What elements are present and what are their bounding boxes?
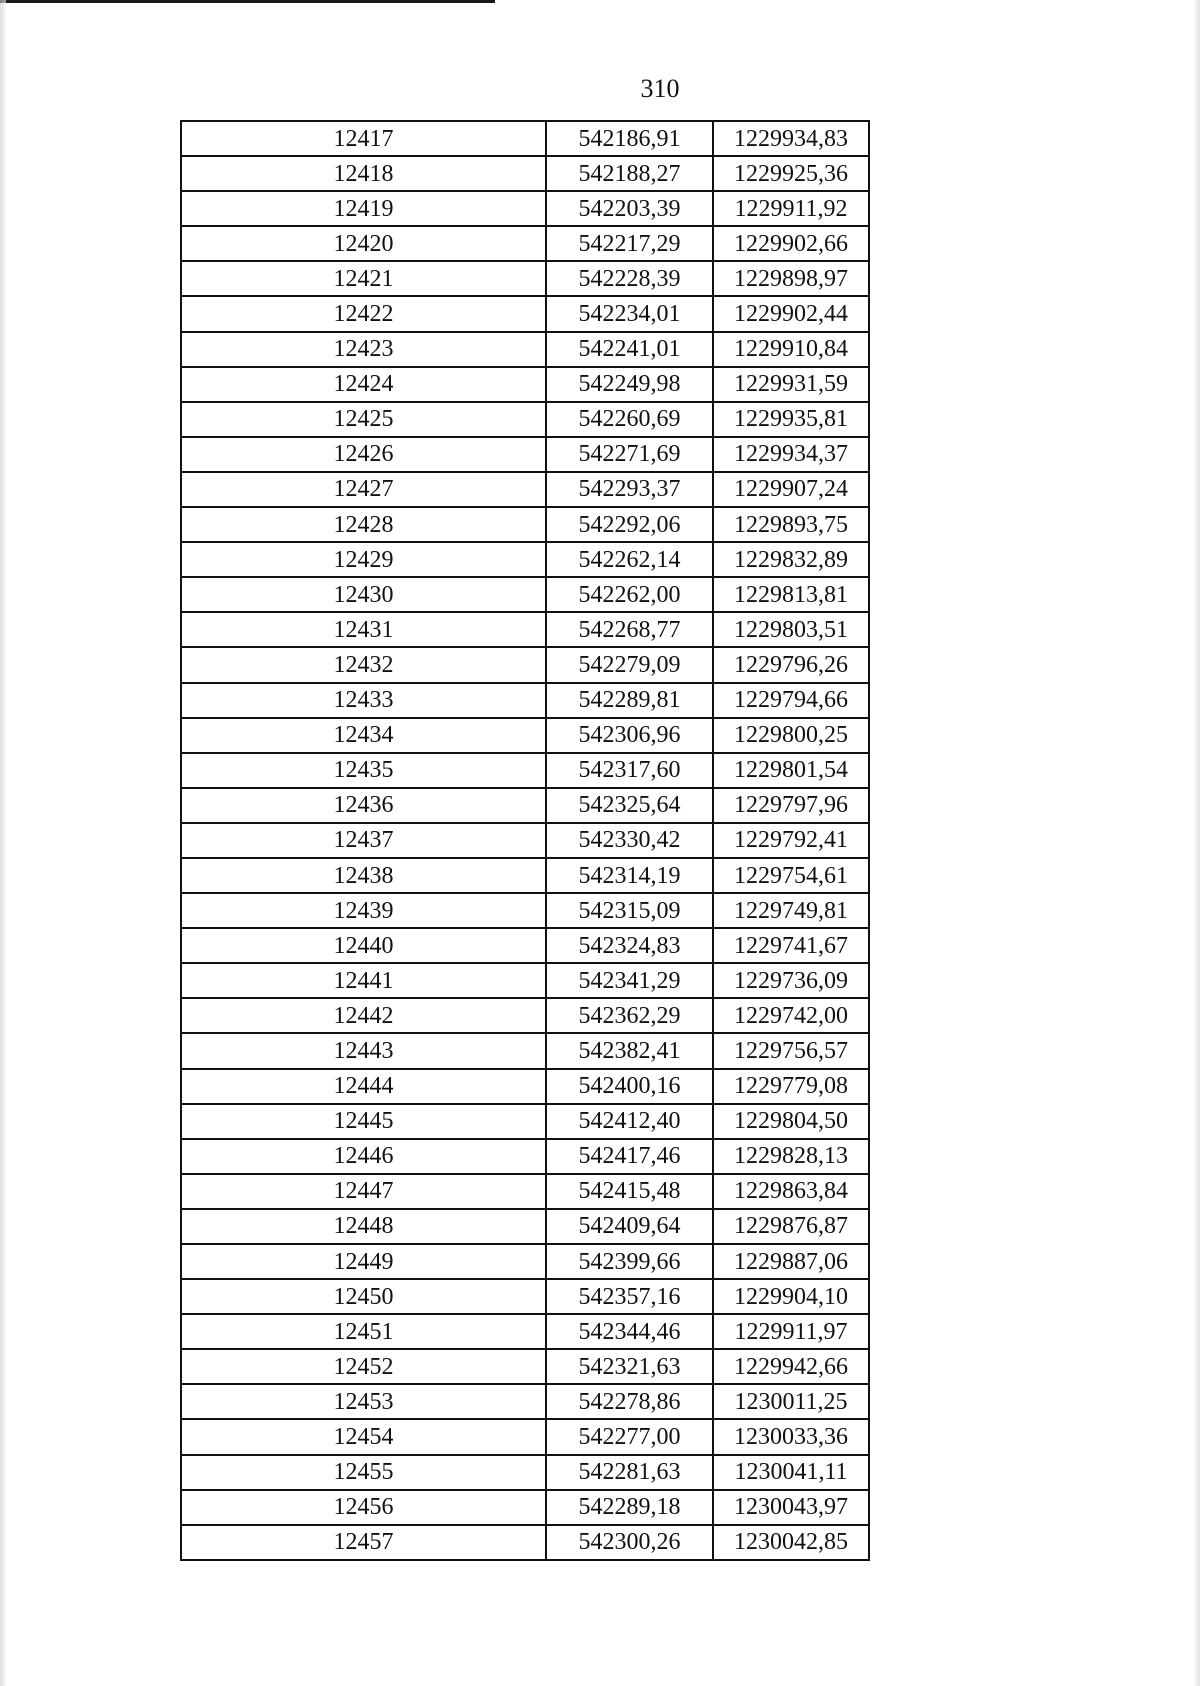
table-row xyxy=(181,1069,869,1104)
y-coordinate-cell: 1229907,24 xyxy=(713,472,869,507)
y-coordinate-cell: 1229911,97 xyxy=(713,1314,869,1349)
point-number-cell: 12430 xyxy=(181,577,546,612)
point-number-cell: 12441 xyxy=(181,963,546,998)
table-row xyxy=(181,788,869,823)
x-coordinate-cell: 542277,00 xyxy=(546,1419,713,1454)
table-row xyxy=(181,928,869,963)
table-row xyxy=(181,1279,869,1314)
x-coordinate-cell: 542314,19 xyxy=(546,858,713,893)
x-coordinate-cell: 542188,27 xyxy=(546,156,713,191)
x-coordinate-cell: 542203,39 xyxy=(546,191,713,226)
table-row xyxy=(181,1525,869,1560)
table-row xyxy=(181,402,869,437)
y-coordinate-cell: 1230041,11 xyxy=(713,1455,869,1490)
table-row xyxy=(181,1174,869,1209)
point-number-cell: 12424 xyxy=(181,367,546,402)
y-coordinate-cell: 1229813,81 xyxy=(713,577,869,612)
point-number-cell: 12438 xyxy=(181,858,546,893)
y-coordinate-cell: 1229832,89 xyxy=(713,542,869,577)
y-coordinate-cell: 1229756,57 xyxy=(713,1033,869,1068)
table-row xyxy=(181,823,869,858)
point-number-cell: 12422 xyxy=(181,296,546,331)
y-coordinate-cell: 1229794,66 xyxy=(713,683,869,718)
x-coordinate-cell: 542357,16 xyxy=(546,1279,713,1314)
x-coordinate-cell: 542281,63 xyxy=(546,1455,713,1490)
x-coordinate-cell: 542315,09 xyxy=(546,893,713,928)
table-row xyxy=(181,1139,869,1174)
y-coordinate-cell: 1229876,87 xyxy=(713,1209,869,1244)
x-coordinate-cell: 542228,39 xyxy=(546,261,713,296)
x-coordinate-cell: 542262,00 xyxy=(546,577,713,612)
x-coordinate-cell: 542249,98 xyxy=(546,367,713,402)
y-coordinate-cell: 1229797,96 xyxy=(713,788,869,823)
y-coordinate-cell: 1230011,25 xyxy=(713,1384,869,1419)
table-row xyxy=(181,437,869,472)
y-coordinate-cell: 1230042,85 xyxy=(713,1525,869,1560)
y-coordinate-cell: 1229742,00 xyxy=(713,998,869,1033)
scan-right-edge xyxy=(1194,0,1200,1686)
table-row xyxy=(181,1349,869,1384)
point-number-cell: 12426 xyxy=(181,437,546,472)
point-number-cell: 12453 xyxy=(181,1384,546,1419)
point-number-cell: 12449 xyxy=(181,1244,546,1279)
point-number-cell: 12429 xyxy=(181,542,546,577)
x-coordinate-cell: 542234,01 xyxy=(546,296,713,331)
x-coordinate-cell: 542241,01 xyxy=(546,332,713,367)
table-row xyxy=(181,1490,869,1525)
point-number-cell: 12419 xyxy=(181,191,546,226)
table-row xyxy=(181,191,869,226)
y-coordinate-cell: 1229902,66 xyxy=(713,226,869,261)
scan-top-edge xyxy=(0,0,495,3)
point-number-cell: 12457 xyxy=(181,1525,546,1560)
point-number-cell: 12446 xyxy=(181,1139,546,1174)
y-coordinate-cell: 1229942,66 xyxy=(713,1349,869,1384)
y-coordinate-cell: 1229925,36 xyxy=(713,156,869,191)
y-coordinate-cell: 1229931,59 xyxy=(713,367,869,402)
x-coordinate-cell: 542409,64 xyxy=(546,1209,713,1244)
y-coordinate-cell: 1229800,25 xyxy=(713,718,869,753)
y-coordinate-cell: 1229911,92 xyxy=(713,191,869,226)
y-coordinate-cell: 1229804,50 xyxy=(713,1104,869,1139)
table-row xyxy=(181,1033,869,1068)
x-coordinate-cell: 542306,96 xyxy=(546,718,713,753)
x-coordinate-cell: 542417,46 xyxy=(546,1139,713,1174)
table-row xyxy=(181,753,869,788)
table-row xyxy=(181,612,869,647)
x-coordinate-cell: 542300,26 xyxy=(546,1525,713,1560)
y-coordinate-cell: 1229863,84 xyxy=(713,1174,869,1209)
table-row xyxy=(181,542,869,577)
table-row xyxy=(181,156,869,191)
point-number-cell: 12425 xyxy=(181,402,546,437)
point-number-cell: 12421 xyxy=(181,261,546,296)
table-row xyxy=(181,718,869,753)
x-coordinate-cell: 542289,81 xyxy=(546,683,713,718)
y-coordinate-cell: 1229779,08 xyxy=(713,1069,869,1104)
y-coordinate-cell: 1229741,67 xyxy=(713,928,869,963)
table-row xyxy=(181,647,869,682)
point-number-cell: 12436 xyxy=(181,788,546,823)
point-number-cell: 12444 xyxy=(181,1069,546,1104)
table-row xyxy=(181,296,869,331)
y-coordinate-cell: 1230033,36 xyxy=(713,1419,869,1454)
table-row xyxy=(181,1209,869,1244)
table-row xyxy=(181,577,869,612)
table-row xyxy=(181,472,869,507)
x-coordinate-cell: 542260,69 xyxy=(546,402,713,437)
y-coordinate-cell: 1229796,26 xyxy=(713,647,869,682)
y-coordinate-cell: 1229803,51 xyxy=(713,612,869,647)
point-number-cell: 12427 xyxy=(181,472,546,507)
table-row xyxy=(181,367,869,402)
scan-left-edge xyxy=(0,0,6,1686)
y-coordinate-cell: 1229801,54 xyxy=(713,753,869,788)
point-number-cell: 12434 xyxy=(181,718,546,753)
x-coordinate-cell: 542289,18 xyxy=(546,1490,713,1525)
y-coordinate-cell: 1229910,84 xyxy=(713,332,869,367)
x-coordinate-cell: 542412,40 xyxy=(546,1104,713,1139)
x-coordinate-cell: 542293,37 xyxy=(546,472,713,507)
table-row xyxy=(181,1419,869,1454)
table-row xyxy=(181,261,869,296)
x-coordinate-cell: 542400,16 xyxy=(546,1069,713,1104)
point-number-cell: 12420 xyxy=(181,226,546,261)
x-coordinate-cell: 542217,29 xyxy=(546,226,713,261)
y-coordinate-cell: 1229904,10 xyxy=(713,1279,869,1314)
point-number-cell: 12454 xyxy=(181,1419,546,1454)
point-number-cell: 12423 xyxy=(181,332,546,367)
point-number-cell: 12440 xyxy=(181,928,546,963)
point-number-cell: 12428 xyxy=(181,507,546,542)
point-number-cell: 12431 xyxy=(181,612,546,647)
x-coordinate-cell: 542324,83 xyxy=(546,928,713,963)
x-coordinate-cell: 542399,66 xyxy=(546,1244,713,1279)
table-row xyxy=(181,1455,869,1490)
y-coordinate-cell: 1229754,61 xyxy=(713,858,869,893)
y-coordinate-cell: 1229828,13 xyxy=(713,1139,869,1174)
y-coordinate-cell: 1229934,37 xyxy=(713,437,869,472)
y-coordinate-cell: 1229934,83 xyxy=(713,121,869,156)
table-row xyxy=(181,1384,869,1419)
x-coordinate-cell: 542321,63 xyxy=(546,1349,713,1384)
x-coordinate-cell: 542341,29 xyxy=(546,963,713,998)
x-coordinate-cell: 542292,06 xyxy=(546,507,713,542)
point-number-cell: 12437 xyxy=(181,823,546,858)
table-row xyxy=(181,683,869,718)
point-number-cell: 12432 xyxy=(181,647,546,682)
table-row xyxy=(181,893,869,928)
y-coordinate-cell: 1229736,09 xyxy=(713,963,869,998)
x-coordinate-cell: 542186,91 xyxy=(546,121,713,156)
point-number-cell: 12451 xyxy=(181,1314,546,1349)
table-row xyxy=(181,121,869,156)
y-coordinate-cell: 1230043,97 xyxy=(713,1490,869,1525)
x-coordinate-cell: 542262,14 xyxy=(546,542,713,577)
y-coordinate-cell: 1229792,41 xyxy=(713,823,869,858)
point-number-cell: 12452 xyxy=(181,1349,546,1384)
coordinates-table xyxy=(180,120,870,1561)
page-number: 310 xyxy=(640,74,680,103)
table-row xyxy=(181,858,869,893)
x-coordinate-cell: 542279,09 xyxy=(546,647,713,682)
x-coordinate-cell: 542325,64 xyxy=(546,788,713,823)
table-row xyxy=(181,998,869,1033)
y-coordinate-cell: 1229749,81 xyxy=(713,893,869,928)
coordinates-table-body xyxy=(181,121,869,1560)
table-row xyxy=(181,332,869,367)
point-number-cell: 12447 xyxy=(181,1174,546,1209)
point-number-cell: 12445 xyxy=(181,1104,546,1139)
x-coordinate-cell: 542271,69 xyxy=(546,437,713,472)
x-coordinate-cell: 542278,86 xyxy=(546,1384,713,1419)
table-row xyxy=(181,507,869,542)
point-number-cell: 12417 xyxy=(181,121,546,156)
x-coordinate-cell: 542362,29 xyxy=(546,998,713,1033)
table-row xyxy=(181,963,869,998)
point-number-cell: 12455 xyxy=(181,1455,546,1490)
point-number-cell: 12448 xyxy=(181,1209,546,1244)
table-row xyxy=(181,1314,869,1349)
y-coordinate-cell: 1229902,44 xyxy=(713,296,869,331)
point-number-cell: 12439 xyxy=(181,893,546,928)
table-row xyxy=(181,1244,869,1279)
x-coordinate-cell: 542344,46 xyxy=(546,1314,713,1349)
point-number-cell: 12443 xyxy=(181,1033,546,1068)
y-coordinate-cell: 1229893,75 xyxy=(713,507,869,542)
y-coordinate-cell: 1229935,81 xyxy=(713,402,869,437)
table-row xyxy=(181,1104,869,1139)
point-number-cell: 12442 xyxy=(181,998,546,1033)
point-number-cell: 12418 xyxy=(181,156,546,191)
y-coordinate-cell: 1229898,97 xyxy=(713,261,869,296)
x-coordinate-cell: 542317,60 xyxy=(546,753,713,788)
y-coordinate-cell: 1229887,06 xyxy=(713,1244,869,1279)
x-coordinate-cell: 542330,42 xyxy=(546,823,713,858)
point-number-cell: 12450 xyxy=(181,1279,546,1314)
point-number-cell: 12433 xyxy=(181,683,546,718)
table-row xyxy=(181,226,869,261)
point-number-cell: 12456 xyxy=(181,1490,546,1525)
x-coordinate-cell: 542382,41 xyxy=(546,1033,713,1068)
x-coordinate-cell: 542415,48 xyxy=(546,1174,713,1209)
point-number-cell: 12435 xyxy=(181,753,546,788)
x-coordinate-cell: 542268,77 xyxy=(546,612,713,647)
